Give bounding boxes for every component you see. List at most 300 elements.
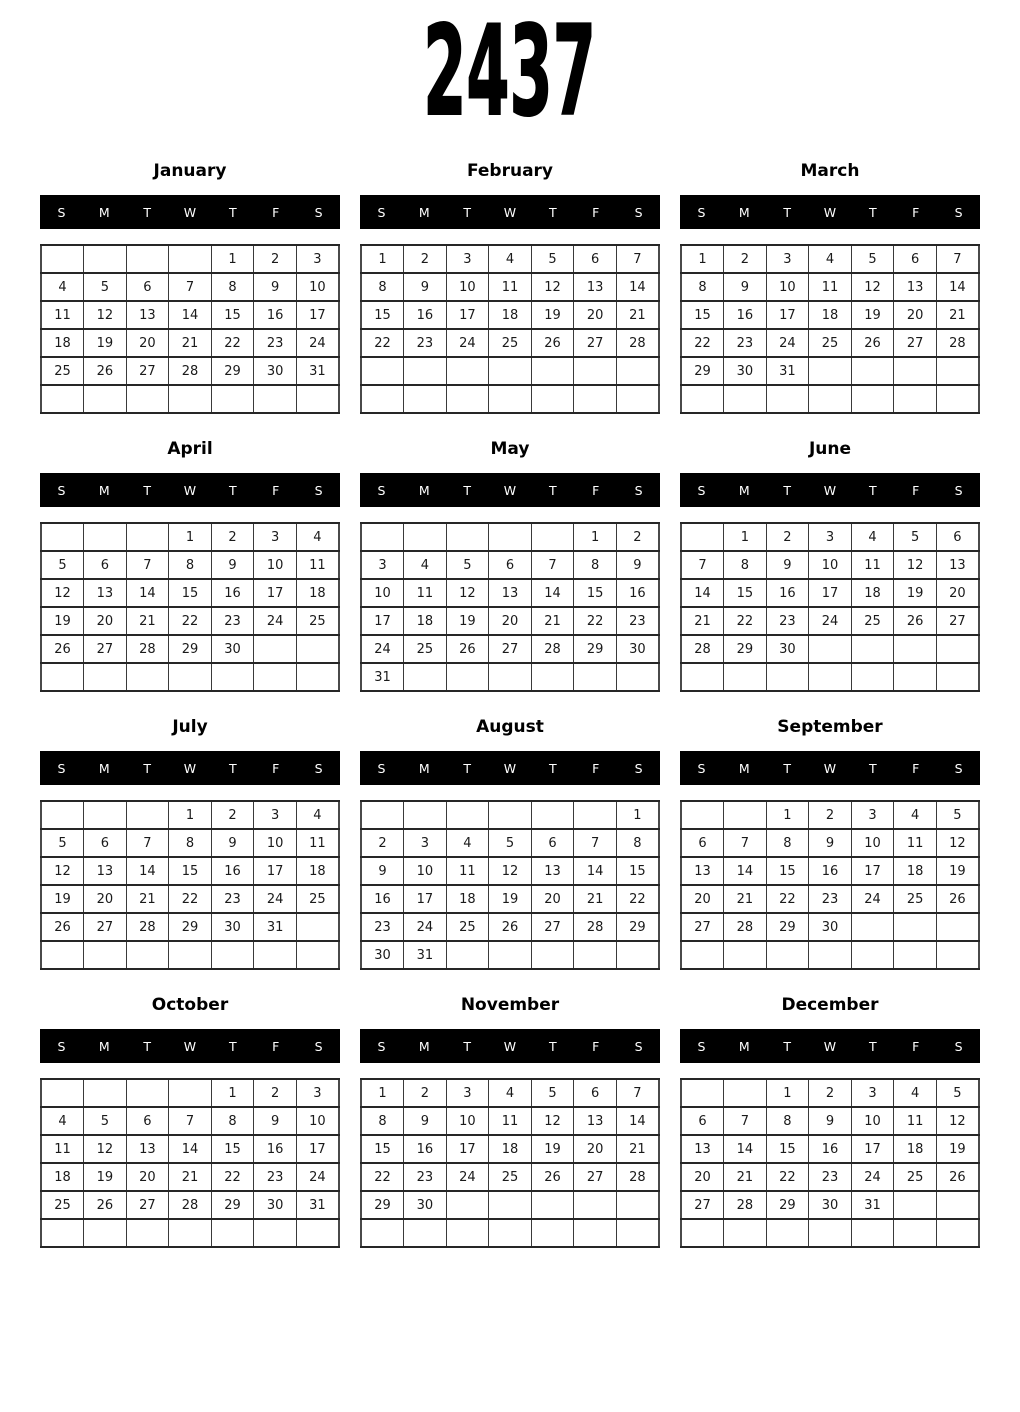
empty-cell — [531, 1219, 574, 1247]
date-cell: 5 — [489, 829, 532, 857]
empty-cell — [126, 801, 169, 829]
empty-cell — [126, 1219, 169, 1247]
weekday-label: M — [418, 760, 430, 776]
date-cell: 2 — [766, 523, 809, 551]
empty-cell — [41, 1079, 84, 1107]
empty-cell — [681, 663, 724, 691]
empty-cell — [404, 801, 447, 829]
date-cell: 26 — [84, 357, 127, 385]
date-cell: 14 — [169, 301, 212, 329]
date-cell: 9 — [361, 857, 404, 885]
date-cell: 16 — [211, 857, 254, 885]
empty-cell — [41, 941, 84, 969]
empty-cell — [404, 385, 447, 413]
date-cell: 24 — [766, 329, 809, 357]
empty-cell — [531, 385, 574, 413]
empty-cell — [574, 941, 617, 969]
weekday-label: F — [272, 1038, 280, 1054]
date-cell: 6 — [489, 551, 532, 579]
date-cell: 25 — [851, 607, 894, 635]
empty-cell — [296, 913, 339, 941]
week-row — [41, 1079, 339, 1107]
date-cell: 4 — [894, 801, 937, 829]
weekday-label: F — [592, 482, 600, 498]
date-cell: 29 — [766, 1191, 809, 1219]
empty-cell — [296, 941, 339, 969]
week-row — [681, 357, 979, 385]
month-june — [680, 438, 980, 692]
date-cell: 28 — [169, 357, 212, 385]
empty-cell — [894, 941, 937, 969]
date-cell: 20 — [84, 607, 127, 635]
week-row — [361, 913, 659, 941]
weekday-label: S — [377, 204, 386, 220]
empty-cell — [616, 941, 659, 969]
date-cell: 21 — [574, 885, 617, 913]
week-row — [41, 273, 339, 301]
date-cell: 10 — [254, 829, 297, 857]
date-cell: 15 — [616, 857, 659, 885]
date-cell: 16 — [211, 579, 254, 607]
month-grid — [40, 1078, 340, 1248]
date-cell: 12 — [894, 551, 937, 579]
empty-cell — [211, 663, 254, 691]
date-cell: 23 — [211, 885, 254, 913]
week-row — [41, 829, 339, 857]
weekday-label: T — [783, 204, 791, 220]
empty-cell — [169, 941, 212, 969]
date-cell: 9 — [809, 829, 852, 857]
empty-cell — [681, 1219, 724, 1247]
date-cell: 23 — [809, 1163, 852, 1191]
date-cell: 7 — [724, 829, 767, 857]
date-cell: 3 — [446, 1079, 489, 1107]
empty-cell — [894, 357, 937, 385]
weekday-label: M — [738, 204, 750, 220]
weekday-label: W — [183, 760, 197, 776]
date-cell: 11 — [41, 1135, 84, 1163]
empty-cell — [169, 663, 212, 691]
date-cell: 10 — [766, 273, 809, 301]
weekday-label: F — [272, 482, 280, 498]
date-cell: 27 — [574, 329, 617, 357]
weekday-label: F — [272, 204, 280, 220]
date-cell: 28 — [936, 329, 979, 357]
week-row — [681, 523, 979, 551]
month-grid — [680, 800, 980, 970]
date-cell: 17 — [766, 301, 809, 329]
empty-cell — [296, 385, 339, 413]
date-cell: 25 — [489, 329, 532, 357]
week-row — [361, 579, 659, 607]
week-row — [361, 301, 659, 329]
date-cell: 9 — [254, 1107, 297, 1135]
empty-cell — [531, 801, 574, 829]
date-cell: 15 — [361, 1135, 404, 1163]
weekday-label: S — [57, 482, 66, 498]
date-cell: 25 — [296, 607, 339, 635]
date-cell: 13 — [84, 857, 127, 885]
date-cell: 13 — [936, 551, 979, 579]
week-row — [681, 941, 979, 969]
weekday-label: T — [229, 482, 237, 498]
empty-cell — [84, 1219, 127, 1247]
date-cell: 25 — [894, 885, 937, 913]
weekday-label: T — [549, 482, 557, 498]
weekday-label: M — [98, 760, 110, 776]
empty-cell — [361, 385, 404, 413]
empty-cell — [724, 1079, 767, 1107]
date-cell: 3 — [446, 245, 489, 273]
week-row — [361, 857, 659, 885]
empty-cell — [254, 635, 297, 663]
date-cell: 2 — [254, 245, 297, 273]
date-cell: 24 — [404, 913, 447, 941]
month-title: February — [466, 161, 554, 181]
weekday-label: S — [314, 1038, 323, 1054]
week-row — [361, 829, 659, 857]
empty-cell — [126, 245, 169, 273]
month-title: August — [476, 717, 544, 737]
date-cell: 22 — [724, 607, 767, 635]
empty-cell — [361, 523, 404, 551]
empty-cell — [296, 1219, 339, 1247]
week-row — [681, 273, 979, 301]
date-cell: 11 — [404, 579, 447, 607]
weekday-header — [360, 195, 660, 229]
date-cell: 2 — [809, 801, 852, 829]
date-cell: 6 — [84, 829, 127, 857]
empty-cell — [41, 385, 84, 413]
empty-cell — [489, 1219, 532, 1247]
date-cell: 13 — [894, 273, 937, 301]
date-cell: 3 — [404, 829, 447, 857]
date-cell: 26 — [41, 913, 84, 941]
date-cell: 7 — [616, 245, 659, 273]
month-title: October — [151, 995, 229, 1015]
empty-cell — [254, 941, 297, 969]
weekday-label: S — [954, 1038, 963, 1054]
date-cell: 12 — [531, 1107, 574, 1135]
date-cell: 18 — [894, 857, 937, 885]
month-title: May — [490, 439, 530, 459]
weekday-header — [680, 1029, 980, 1063]
empty-cell — [489, 801, 532, 829]
empty-cell — [809, 941, 852, 969]
date-cell: 25 — [446, 913, 489, 941]
date-cell: 27 — [489, 635, 532, 663]
date-cell: 1 — [616, 801, 659, 829]
date-cell: 2 — [254, 1079, 297, 1107]
weekday-label: S — [377, 482, 386, 498]
week-row — [41, 245, 339, 273]
date-cell: 28 — [616, 329, 659, 357]
date-cell: 3 — [296, 1079, 339, 1107]
date-cell: 11 — [296, 551, 339, 579]
date-cell: 25 — [404, 635, 447, 663]
date-cell: 6 — [681, 1107, 724, 1135]
date-cell: 23 — [809, 885, 852, 913]
week-row — [361, 941, 659, 969]
empty-cell — [361, 801, 404, 829]
empty-cell — [936, 385, 979, 413]
date-cell: 16 — [254, 1135, 297, 1163]
date-cell: 7 — [574, 829, 617, 857]
date-cell: 29 — [681, 357, 724, 385]
date-cell: 8 — [574, 551, 617, 579]
empty-cell — [169, 1219, 212, 1247]
month-october — [40, 994, 340, 1248]
date-cell: 5 — [936, 1079, 979, 1107]
date-cell: 18 — [296, 579, 339, 607]
date-cell: 17 — [446, 301, 489, 329]
empty-cell — [41, 245, 84, 273]
weekday-header — [360, 473, 660, 507]
week-row — [361, 1191, 659, 1219]
date-cell: 5 — [41, 551, 84, 579]
date-cell: 8 — [616, 829, 659, 857]
empty-cell — [404, 1219, 447, 1247]
date-cell: 17 — [296, 1135, 339, 1163]
weekday-label: W — [503, 760, 517, 776]
date-cell: 5 — [446, 551, 489, 579]
empty-cell — [41, 1219, 84, 1247]
date-cell: 28 — [574, 913, 617, 941]
date-cell: 13 — [681, 1135, 724, 1163]
weekday-label: T — [463, 204, 471, 220]
date-cell: 23 — [211, 607, 254, 635]
date-cell: 9 — [766, 551, 809, 579]
date-cell: 18 — [489, 301, 532, 329]
date-cell: 12 — [446, 579, 489, 607]
week-row — [681, 301, 979, 329]
date-cell: 28 — [724, 1191, 767, 1219]
date-cell: 8 — [681, 273, 724, 301]
date-cell: 21 — [616, 1135, 659, 1163]
date-cell: 19 — [41, 607, 84, 635]
date-cell: 26 — [531, 329, 574, 357]
week-row — [681, 829, 979, 857]
empty-cell — [84, 385, 127, 413]
month-title: June — [808, 439, 852, 459]
month-july — [40, 716, 340, 970]
week-row — [361, 801, 659, 829]
date-cell: 1 — [724, 523, 767, 551]
date-cell: 21 — [126, 607, 169, 635]
date-cell: 6 — [531, 829, 574, 857]
empty-cell — [254, 1219, 297, 1247]
date-cell: 1 — [169, 523, 212, 551]
week-row — [681, 1079, 979, 1107]
date-cell: 22 — [169, 885, 212, 913]
date-cell: 6 — [126, 1107, 169, 1135]
week-row — [41, 663, 339, 691]
date-cell: 7 — [724, 1107, 767, 1135]
month-may — [360, 438, 660, 692]
weekday-label: S — [634, 204, 643, 220]
date-cell: 20 — [574, 1135, 617, 1163]
empty-cell — [936, 1191, 979, 1219]
date-cell: 6 — [681, 829, 724, 857]
date-cell: 24 — [296, 329, 339, 357]
empty-cell — [681, 941, 724, 969]
date-cell: 18 — [851, 579, 894, 607]
date-cell: 21 — [616, 301, 659, 329]
date-cell: 11 — [851, 551, 894, 579]
date-cell: 7 — [531, 551, 574, 579]
date-cell: 27 — [681, 1191, 724, 1219]
date-cell: 18 — [41, 1163, 84, 1191]
date-cell: 6 — [126, 273, 169, 301]
date-cell: 27 — [84, 913, 127, 941]
empty-cell — [894, 663, 937, 691]
weekday-label: F — [272, 760, 280, 776]
date-cell: 24 — [851, 885, 894, 913]
date-cell: 10 — [446, 273, 489, 301]
month-grid — [680, 522, 980, 692]
date-cell: 11 — [809, 273, 852, 301]
month-april — [40, 438, 340, 692]
empty-cell — [169, 1079, 212, 1107]
date-cell: 27 — [574, 1163, 617, 1191]
empty-cell — [574, 357, 617, 385]
date-cell: 11 — [489, 1107, 532, 1135]
date-cell: 9 — [254, 273, 297, 301]
date-cell: 24 — [254, 607, 297, 635]
empty-cell — [489, 385, 532, 413]
date-cell: 7 — [936, 245, 979, 273]
date-cell: 27 — [894, 329, 937, 357]
week-row — [681, 857, 979, 885]
weekday-label: T — [549, 1038, 557, 1054]
date-cell: 12 — [84, 1135, 127, 1163]
date-cell: 23 — [404, 329, 447, 357]
empty-cell — [84, 1079, 127, 1107]
empty-cell — [616, 1191, 659, 1219]
empty-cell — [41, 663, 84, 691]
year-text: 2437 — [423, 0, 597, 144]
date-cell: 16 — [766, 579, 809, 607]
date-cell: 20 — [681, 1163, 724, 1191]
week-row — [681, 607, 979, 635]
date-cell: 30 — [766, 635, 809, 663]
month-title: November — [460, 995, 560, 1015]
date-cell: 27 — [126, 357, 169, 385]
date-cell: 16 — [809, 857, 852, 885]
weekday-label: S — [697, 482, 706, 498]
empty-cell — [574, 663, 617, 691]
weekday-label: W — [823, 204, 837, 220]
date-cell: 11 — [446, 857, 489, 885]
empty-cell — [446, 385, 489, 413]
empty-cell — [616, 357, 659, 385]
weekday-label: T — [143, 760, 151, 776]
week-row — [361, 607, 659, 635]
week-row — [681, 245, 979, 273]
date-cell: 18 — [894, 1135, 937, 1163]
weekday-label: T — [229, 204, 237, 220]
week-row — [681, 1163, 979, 1191]
date-cell: 19 — [851, 301, 894, 329]
empty-cell — [84, 523, 127, 551]
date-cell: 16 — [404, 1135, 447, 1163]
date-cell: 14 — [724, 857, 767, 885]
date-cell: 23 — [254, 1163, 297, 1191]
weekday-label: W — [823, 482, 837, 498]
empty-cell — [851, 663, 894, 691]
date-cell: 30 — [809, 1191, 852, 1219]
date-cell: 26 — [446, 635, 489, 663]
date-cell: 3 — [809, 523, 852, 551]
date-cell: 1 — [766, 1079, 809, 1107]
date-cell: 21 — [531, 607, 574, 635]
weekday-label: M — [738, 760, 750, 776]
month-grid — [40, 522, 340, 692]
date-cell: 20 — [894, 301, 937, 329]
date-cell: 22 — [361, 329, 404, 357]
date-cell: 8 — [211, 1107, 254, 1135]
date-cell: 10 — [254, 551, 297, 579]
date-cell: 10 — [296, 1107, 339, 1135]
weekday-label: T — [229, 760, 237, 776]
weekday-label: T — [783, 760, 791, 776]
date-cell: 25 — [809, 329, 852, 357]
date-cell: 28 — [681, 635, 724, 663]
empty-cell — [766, 663, 809, 691]
weekday-header — [40, 195, 340, 229]
date-cell: 2 — [361, 829, 404, 857]
date-cell: 8 — [766, 1107, 809, 1135]
date-cell: 22 — [766, 1163, 809, 1191]
week-row — [681, 385, 979, 413]
date-cell: 16 — [361, 885, 404, 913]
week-row — [361, 1219, 659, 1247]
weekday-label: F — [592, 204, 600, 220]
empty-cell — [446, 357, 489, 385]
empty-cell — [489, 1191, 532, 1219]
weekday-label: W — [183, 204, 197, 220]
empty-cell — [724, 941, 767, 969]
date-cell: 2 — [809, 1079, 852, 1107]
date-cell: 7 — [681, 551, 724, 579]
month-grid — [360, 1078, 660, 1248]
empty-cell — [851, 635, 894, 663]
weekday-label: T — [229, 1038, 237, 1054]
weekday-label: S — [954, 760, 963, 776]
date-cell: 13 — [681, 857, 724, 885]
date-cell: 28 — [531, 635, 574, 663]
date-cell: 28 — [616, 1163, 659, 1191]
weekday-label: S — [697, 1038, 706, 1054]
weekday-label: W — [183, 1038, 197, 1054]
week-row — [361, 1135, 659, 1163]
date-cell: 27 — [531, 913, 574, 941]
date-cell: 24 — [296, 1163, 339, 1191]
date-cell: 22 — [211, 329, 254, 357]
date-cell: 23 — [361, 913, 404, 941]
date-cell: 17 — [809, 579, 852, 607]
date-cell: 26 — [531, 1163, 574, 1191]
date-cell: 2 — [211, 523, 254, 551]
empty-cell — [809, 635, 852, 663]
date-cell: 29 — [169, 913, 212, 941]
week-row — [41, 857, 339, 885]
weekday-label: T — [143, 204, 151, 220]
month-title: July — [172, 717, 208, 737]
empty-cell — [851, 941, 894, 969]
empty-cell — [616, 1219, 659, 1247]
date-cell: 23 — [766, 607, 809, 635]
